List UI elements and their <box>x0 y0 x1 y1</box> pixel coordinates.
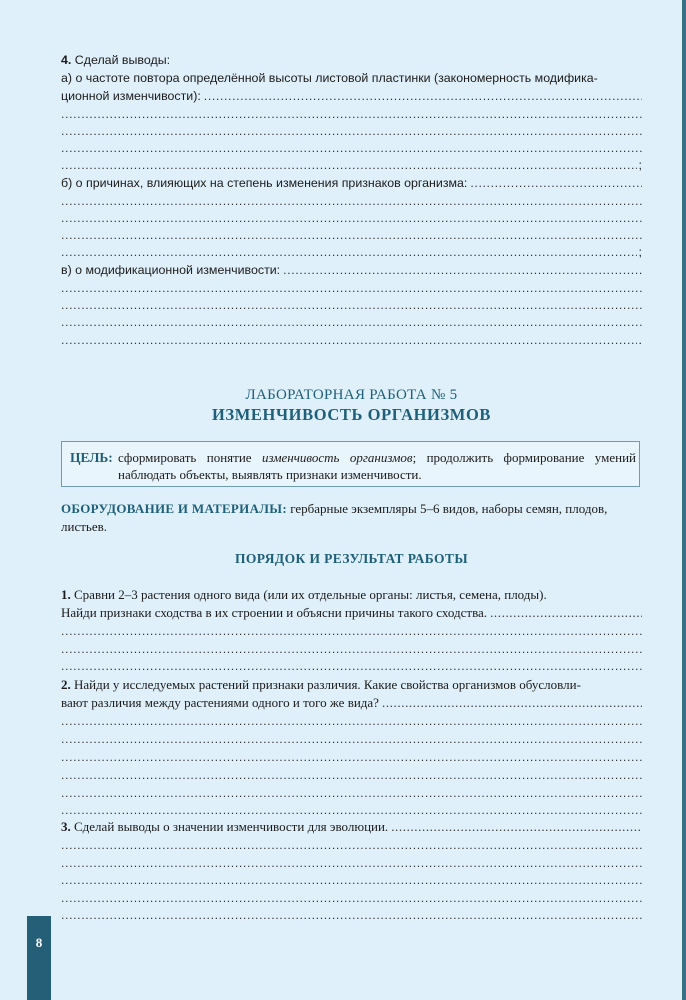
answer-line[interactable] <box>61 785 642 801</box>
step1-question: 1. Сравни 2–3 растения одного вида (или их отдельные органы: листья, семена, плоды). <box>61 587 547 602</box>
task4-a-question: а) о частоте повтора определённой высоты листовой пластинки (закономерность модифика- <box>61 71 598 85</box>
step1-answer-line[interactable]: Найди признаки сходства в их строении и объясни причины такого сходства. ..... <box>61 605 642 621</box>
task4-a-answer-line[interactable]: ционной изменчивости): ..... <box>61 88 642 104</box>
equipment-paragraph <box>61 500 642 536</box>
answer-line[interactable] <box>61 872 642 888</box>
task4-c-answer-line[interactable]: в) о модификационной изменчивости: ..... <box>61 262 642 278</box>
answer-line[interactable] <box>61 713 642 729</box>
lab-number: ЛАБОРАТОРНАЯ РАБОТА № 5 <box>245 387 458 403</box>
answer-line[interactable] <box>61 140 642 156</box>
answer-line[interactable] <box>61 641 642 657</box>
answer-line[interactable] <box>61 280 642 296</box>
answer-line[interactable] <box>61 227 642 243</box>
answer-line[interactable] <box>61 106 642 122</box>
page-number: 8 <box>27 916 51 1000</box>
answer-line[interactable] <box>61 890 642 906</box>
answer-line[interactable]: ..... . <box>61 332 642 348</box>
answer-line[interactable] <box>61 623 642 639</box>
answer-line[interactable] <box>61 731 642 747</box>
equipment-label: ОБОРУДОВАНИЕ И МАТЕРИАЛЫ: <box>61 501 287 516</box>
answer-line[interactable] <box>61 802 642 818</box>
answer-line[interactable] <box>61 210 642 226</box>
answer-line[interactable] <box>61 855 642 871</box>
answer-line[interactable] <box>61 193 642 209</box>
step2-question: 2. Найди у исследуемых растений признаки различия. Какие свойства организмов обусловли- <box>61 677 581 692</box>
answer-line[interactable] <box>61 907 642 923</box>
answer-line[interactable] <box>61 297 642 313</box>
answer-line[interactable] <box>61 314 642 330</box>
page-edge <box>682 0 686 1000</box>
task4-heading: 4. Сделай выводы: <box>61 53 171 67</box>
procedure-heading: ПОРЯДОК И РЕЗУЛЬТАТ РАБОТЫ <box>235 551 468 566</box>
task4-b-answer-line[interactable]: б) о причинах, влияющих на степень изменения признаков организма: ..... <box>61 175 642 191</box>
lab-title: ИЗМЕНЧИВОСТЬ ОРГАНИЗМОВ <box>211 405 492 424</box>
answer-line[interactable] <box>61 123 642 139</box>
answer-line[interactable] <box>61 837 642 853</box>
goal-box <box>61 441 640 487</box>
answer-line[interactable] <box>61 658 642 674</box>
step2-answer-line[interactable]: вают различия между растениями одного и того же вида? ..... <box>61 695 642 711</box>
step3-answer-line[interactable]: 3. Сделай выводы о значении изменчивости для эволюции. ..... <box>61 819 642 835</box>
equipment-text: гербарные экземпляры 5–6 видов, наборы семян, плодов, листьев. <box>61 501 608 534</box>
goal-label: ЦЕЛЬ: <box>70 450 113 465</box>
answer-line[interactable]: ..... ; <box>61 157 642 173</box>
answer-line[interactable] <box>61 767 642 783</box>
goal-text: сформировать понятие изменчивость организмов; продолжить формирование умений наблюдать объекты, выявлять признаки изменчивости. <box>118 450 636 482</box>
answer-line[interactable]: ..... ; <box>61 244 642 260</box>
answer-line[interactable] <box>61 749 642 765</box>
